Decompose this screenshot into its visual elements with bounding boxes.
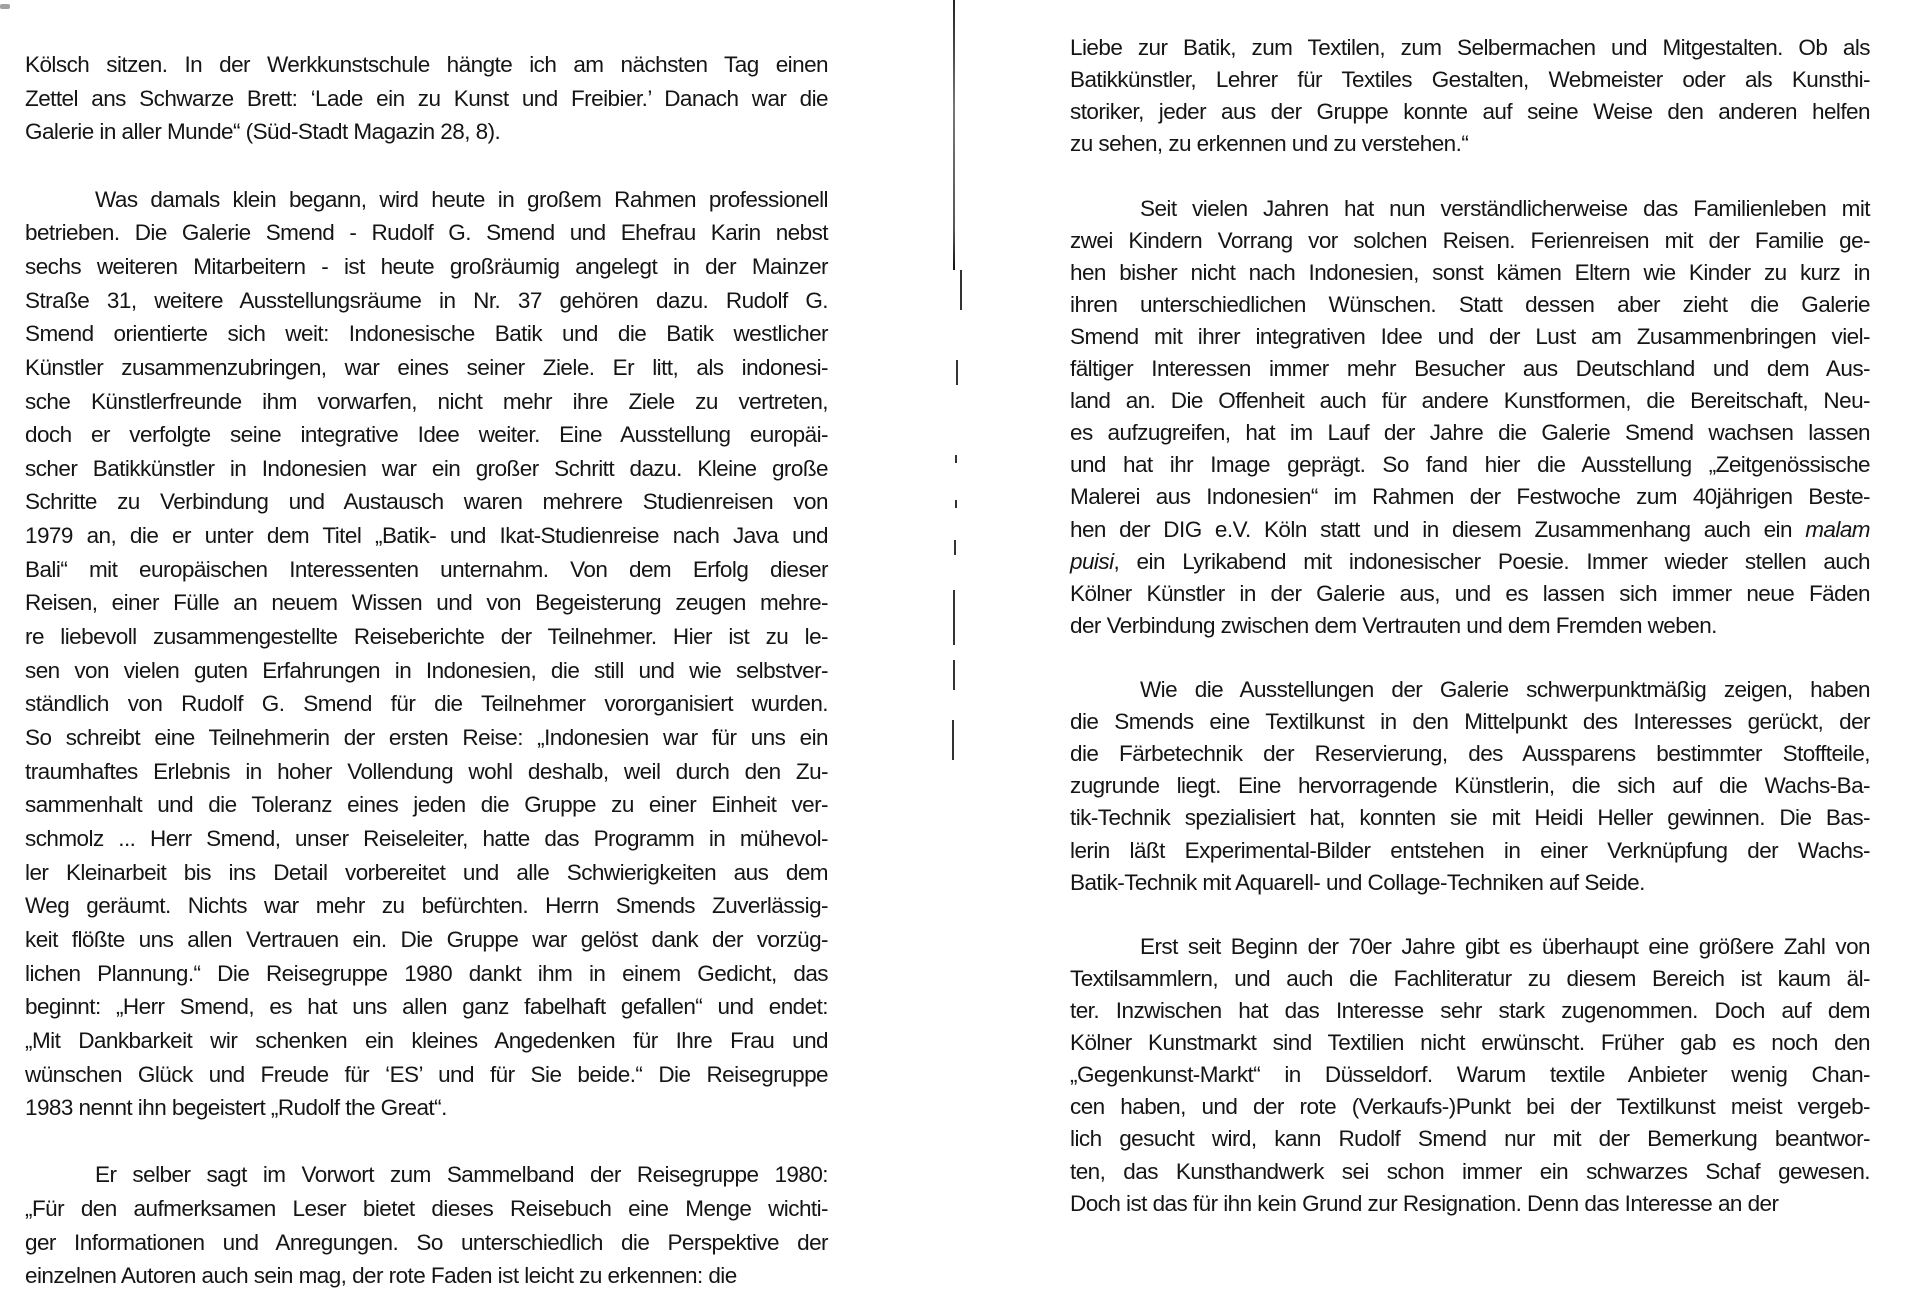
text-line: betrieben. Die Galerie Smend - Rudolf G. Smend und Ehefrau Karin nebst <box>25 220 828 246</box>
text-line: Was damals klein begann, wird heute in großem Rahmen professionell <box>95 186 828 212</box>
gutter-dash <box>955 500 957 508</box>
text-line: zwei Kindern Vorrang vor solchen Reisen. Ferienreisen mit der Familie ge- <box>1070 227 1870 253</box>
gutter-dash <box>955 455 957 463</box>
text-line: lichen Plannung.“ Die Reisegruppe 1980 dankt ihm in einem Gedicht, das <box>25 960 828 986</box>
text-line: 1979 an, die er unter dem Titel „Batik- und Ikat-Studienreise nach Java und <box>25 523 828 549</box>
text-line: Malerei aus Indonesien“ im Rahmen der Festwoche zum 40jährigen Beste- <box>1070 484 1870 510</box>
gutter-dash <box>956 360 958 385</box>
text-line: land an. Die Offenheit auch für andere Kunstformen, die Bereitschaft, Neu- <box>1070 388 1870 414</box>
text-line: Er selber sagt im Vorwort zum Sammelband der Reisegruppe 1980: <box>95 1162 828 1188</box>
text-line: hen bisher nicht nach Indonesien, sonst kämen Eltern wie Kinder zu kurz in <box>1070 259 1870 285</box>
text-line: ten, das Kunsthandwerk sei schon immer ein schwarzes Schaf gewesen. <box>1070 1158 1870 1184</box>
text-line: lich gesucht wird, kann Rudolf Smend nur mit der Bemerkung beantwor- <box>1070 1126 1870 1152</box>
text-line: re liebevoll zusammengestellte Reiseberichte der Teilnehmer. Hier ist zu le- <box>25 624 828 650</box>
text-line: sche Künstlerfreunde ihm vorwarfen, nicht mehr ihre Ziele zu vertreten, <box>25 388 828 414</box>
text-line: Textilsammlern, und auch die Fachliteratur zu diesem Bereich ist kaum äl- <box>1070 965 1870 991</box>
text-line: sammenhalt und die Toleranz eines jeden die Gruppe zu einer Einheit ver- <box>25 792 828 818</box>
text-line: ständlich von Rudolf G. Smend für die Teilnehmer vororganisiert wurden. <box>25 691 828 717</box>
text-line: Weg geräumt. Nichts war mehr zu befürchten. Herrn Smends Zuverlässig- <box>25 893 828 919</box>
text-line: Straße 31, weitere Ausstellungsräume in Nr. 37 gehören dazu. Rudolf G. <box>25 287 828 313</box>
text-line: cen haben, und der rote (Verkaufs-)Punkt bei der Textilkunst meist vergeb- <box>1070 1094 1870 1120</box>
text-line: ler Kleinarbeit bis ins Detail vorbereitet und alle Schwierigkeiten aus dem <box>25 859 828 885</box>
text-line: beginnt: „Herr Smend, es hat uns allen ganz fabelhaft gefallen“ und endet: <box>25 994 828 1020</box>
text-line: „Für den aufmerksamen Leser bietet dieses Reisebuch eine Menge wichti- <box>25 1196 828 1222</box>
text-line: ihren unterschiedlichen Wünschen. Statt dessen aber zieht die Galerie <box>1070 291 1870 317</box>
text-line: ter. Inzwischen hat das Interesse sehr stark zugenommen. Doch auf dem <box>1070 998 1870 1023</box>
text-line: Doch ist das für ihn kein Grund zur Resignation. Denn das Interesse an der <box>1070 1190 1779 1216</box>
text-line: „Mit Dankbarkeit wir schenken ein kleines Angedenken für Ihre Frau und <box>25 1027 828 1053</box>
text-line: Schritte zu Verbindung und Austausch waren mehrere Studienreisen von <box>25 489 828 515</box>
text-line: Kölsch sitzen. In der Werkkunstschule hängte ich am nächsten Tag einen <box>25 52 828 77</box>
text-line: Kölner Künstler in der Galerie aus, und es lassen sich immer neue Fäden <box>1070 580 1870 606</box>
text-line: Liebe zur Batik, zum Textilen, zum Selbermachen und Mitgestalten. Ob als <box>1070 35 1870 60</box>
text-line: Erst seit Beginn der 70er Jahre gibt es überhaupt eine größere Zahl von <box>1140 933 1870 959</box>
text-line: „Gegenkunst-Markt“ in Düsseldorf. Warum textile Anbieter wenig Chan- <box>1070 1062 1870 1088</box>
gutter-dash <box>954 540 956 555</box>
text-line: schmolz ... Herr Smend, unser Reiseleiter, hatte das Programm in mühevol- <box>25 825 828 851</box>
page-gutter-line <box>953 0 955 270</box>
text-line: 1983 nennt ihn begeistert „Rudolf the Great“. <box>25 1095 447 1121</box>
text-line: fältiger Interessen immer mehr Besucher aus Deutschland und dem Aus- <box>1070 356 1870 381</box>
text-line: lerin läßt Experimental-Bilder entstehen in einer Verknüpfung der Wachs- <box>1070 837 1870 863</box>
text-line: doch er verfolgte seine integrative Idee weiter. Eine Ausstellung europäi- <box>25 422 828 448</box>
text-line: Smend mit ihrer integrativen Idee und der Lust am Zusammenbringen viel- <box>1070 323 1870 349</box>
gutter-dash <box>960 270 962 310</box>
text-line: die Färbetechnik der Reservierung, des Aussparens bestimmter Stoffteile, <box>1070 741 1870 767</box>
text-line: puisi, ein Lyrikabend mit indonesischer Poesie. Immer wieder stellen auch <box>1070 548 1870 574</box>
text-line: Batikkünstler, Lehrer für Textiles Gestalten, Webmeister oder als Kunsthi- <box>1070 67 1870 93</box>
text-line: wünschen Glück und Freude für ‘ES’ und für Sie beide.“ Die Reisegruppe <box>25 1061 828 1087</box>
text-line: Batik-Technik mit Aquarell- und Collage-Techniken auf Seide. <box>1070 869 1645 895</box>
text-line: tik-Technik spezialisiert hat, konnten sie mit Heidi Heller gewinnen. Die Bas- <box>1070 805 1870 831</box>
text-line: hen der DIG e.V. Köln statt und in diesem Zusammenhang auch ein malam <box>1070 516 1870 542</box>
text-line: keit flößte uns allen Vertrauen ein. Die Gruppe war gelöst dank der vorzüg- <box>25 926 828 952</box>
text-line: Seit vielen Jahren hat nun verständlicherweise das Familienleben mit <box>1140 195 1870 221</box>
text-line: es aufzugreifen, hat im Lauf der Jahre die Galerie Smend wachsen lassen <box>1070 420 1870 446</box>
text-line: Wie die Ausstellungen der Galerie schwerpunktmäßig zeigen, haben <box>1140 677 1870 702</box>
text-line: Smend orientierte sich weit: Indonesische Batik und die Batik westlicher <box>25 321 828 347</box>
text-line: Zettel ans Schwarze Brett: ‘Lade ein zu Kunst und Freibier.’ Danach war die <box>25 85 828 111</box>
gutter-dash <box>953 660 955 690</box>
text-line: sen von vielen guten Erfahrungen in Indonesien, die still und wie selbstver- <box>25 657 828 683</box>
text-line: die Smends eine Textilkunst in den Mittelpunkt des Interesses gerückt, der <box>1070 709 1870 735</box>
text-line: traumhaftes Erlebnis in hoher Vollendung wohl deshalb, weil durch den Zu- <box>25 758 828 784</box>
gutter-dash <box>953 590 955 645</box>
text-line: und hat ihr Image geprägt. So fand hier die Ausstellung „Zeitgenössische <box>1070 452 1870 478</box>
text-line: sechs weiteren Mitarbeitern - ist heute großräumig angelegt in der Mainzer <box>25 253 828 279</box>
text-line: zu sehen, zu erkennen und zu verstehen.“ <box>1070 131 1469 157</box>
scan-artifact-mark <box>0 4 10 9</box>
text-line: der Verbindung zwischen dem Vertrauten und dem Fremden weben. <box>1070 612 1717 638</box>
text-line: So schreibt eine Teilnehmerin der ersten Reise: „Indonesien war für uns ein <box>25 725 828 750</box>
text-line: Bali“ mit europäischen Interessenten unternahm. Von dem Erfolg dieser <box>25 556 828 582</box>
text-line: Galerie in aller Munde“ (Süd-Stadt Magazin 28, 8). <box>25 119 501 145</box>
text-line: scher Batikkünstler in Indonesien war ein großer Schritt dazu. Kleine große <box>25 455 828 481</box>
text-line: storiker, jeder aus der Gruppe konnte auf seine Weise den anderen helfen <box>1070 99 1870 125</box>
text-line: Kölner Kunstmarkt sind Textilien nicht erwünscht. Früher gab es noch den <box>1070 1030 1870 1056</box>
text-line: ger Informationen und Anregungen. So unterschiedlich die Perspektive der <box>25 1229 828 1255</box>
gutter-dash <box>952 720 954 760</box>
text-line: zugrunde liegt. Eine hervorragende Künstlerin, die sich auf die Wachs-Ba- <box>1070 773 1870 799</box>
text-line: Reisen, einer Fülle an neuem Wissen und von Begeisterung zeugen mehre- <box>25 590 828 616</box>
text-line: einzelnen Autoren auch sein mag, der rote Faden ist leicht zu erkennen: die <box>25 1263 737 1289</box>
text-line: Künstler zusammenzubringen, war eines seiner Ziele. Er litt, als indonesi- <box>25 354 828 380</box>
